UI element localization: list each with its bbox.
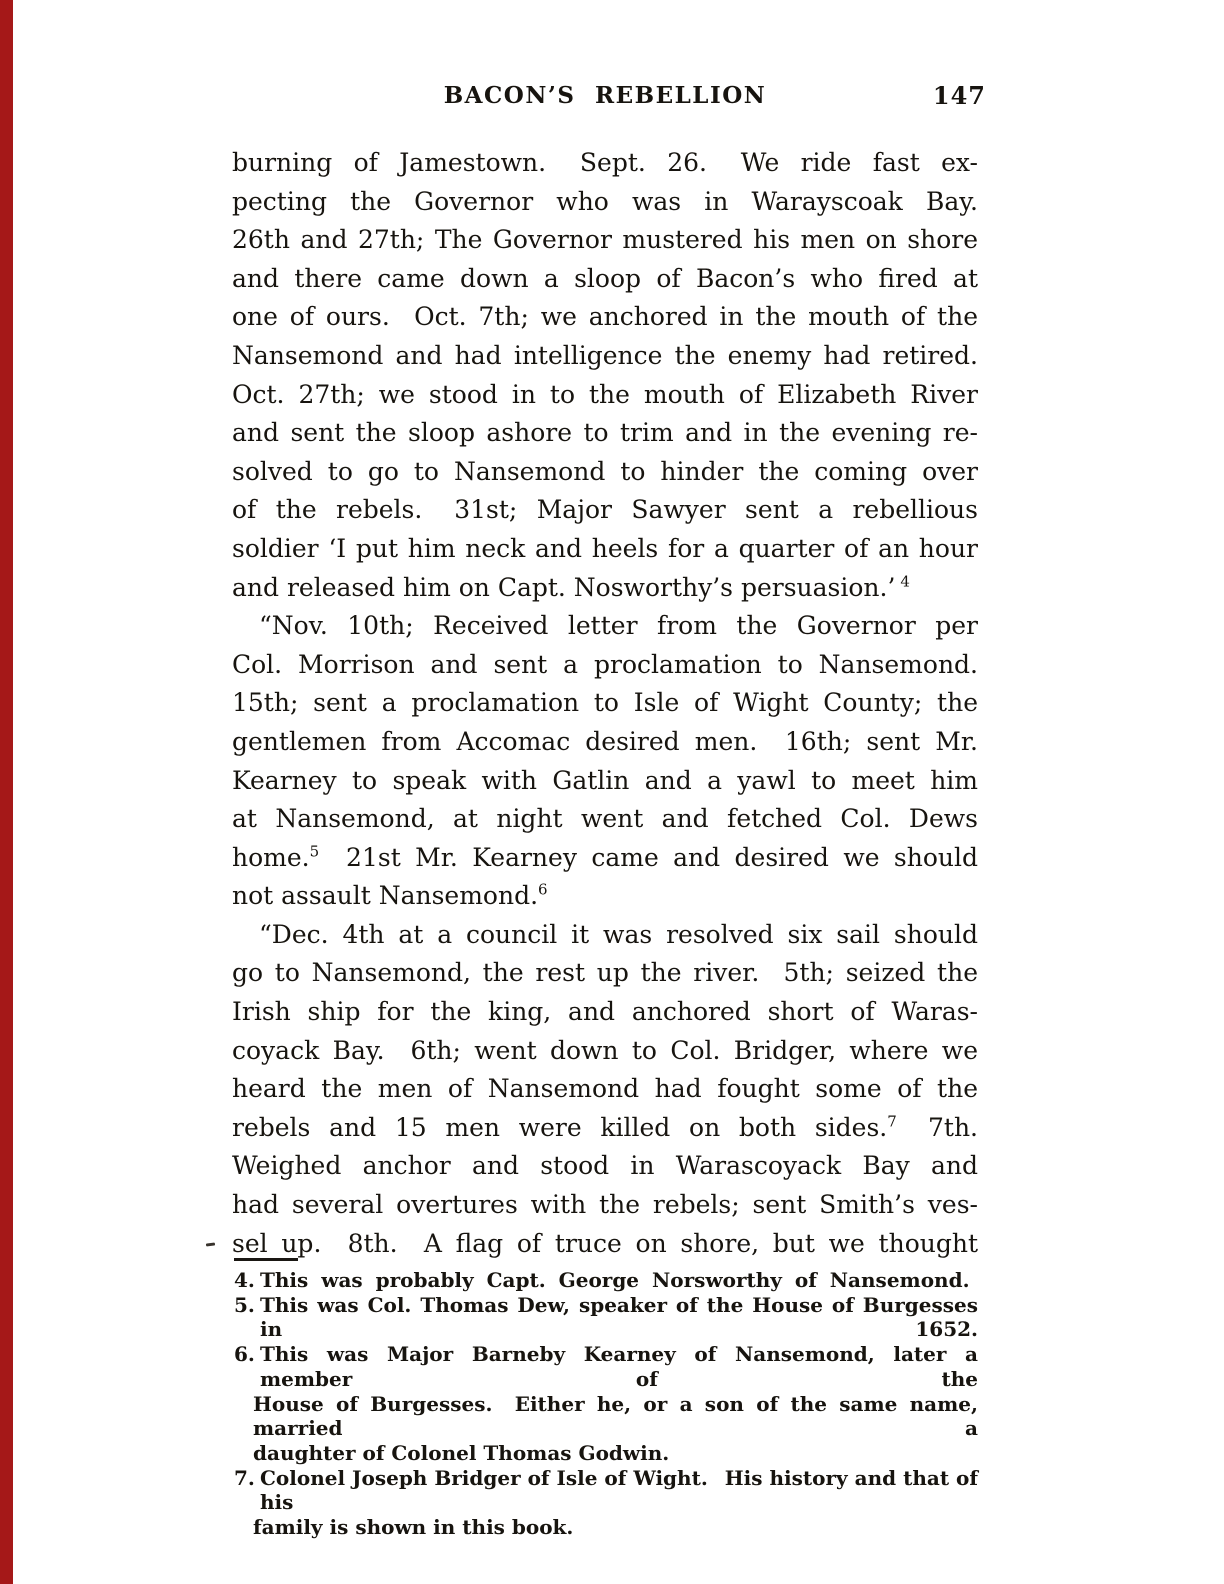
text-line: one of ours. Oct. 7th; we anchored in the mouth of the	[232, 302, 978, 332]
text-line: “Dec. 4th at a council it was resolved six sail should	[259, 919, 978, 949]
text-line: gentlemen from Accomac desired men. 16th; sent Mr.	[232, 726, 978, 756]
text-line: Oct. 27th; we stood in to the mouth of Elizabeth River	[232, 379, 978, 409]
footnote-ref: 4	[900, 572, 910, 591]
text-line: soldier ‘I put him neck and heels for a quarter of an hour	[232, 533, 978, 563]
footnote-line: daughter of Colonel Thomas Godwin.	[253, 1440, 670, 1465]
footnote-ref: 7	[887, 1112, 897, 1131]
stray-ink-mark	[206, 1242, 215, 1246]
text-line: 26th and 27th; The Governor mustered his men on shore	[232, 225, 978, 255]
text-line: not assault Nansemond.$^6$	[232, 880, 548, 911]
footnote-ref: 5	[309, 842, 320, 861]
footnote-line: 6. This was Major Barneby Kearney of Nansemond, later a member of the	[234, 1342, 978, 1391]
footnote-line: 7. Colonel Joseph Bridger of Isle of Wight. His history and that of his	[234, 1465, 978, 1515]
running-title: BACON’S REBELLION	[443, 82, 767, 109]
text-line: Weighed anchor and stood in Warascoyack Bay and	[232, 1151, 978, 1181]
page-header	[232, 81, 986, 114]
page-number: 147	[932, 81, 986, 110]
text-line: had several overtures with the rebels; sent Smith’s ves-	[232, 1190, 978, 1220]
text-line: and released him on Capt. Nosworthy’s persuasion.’ $^4$	[232, 572, 910, 602]
text-line: home.$^5$ 21st Mr. Kearney came and desired we should	[232, 842, 978, 872]
text-line: at Nansemond, at night went and fetched Col. Dews	[232, 804, 978, 834]
footnote-number: 7.	[234, 1465, 255, 1490]
footnote-line: House of Burgesses. Either he, or a son of the same name, married a	[253, 1391, 978, 1441]
text-line: Nansemond and had intelligence the enemy had retired.	[232, 340, 978, 370]
footnote-ref: 6	[538, 880, 548, 899]
text-line: sel up. 8th. A flag of truce on shore, but we thought	[232, 1228, 978, 1258]
text-line: “Nov. 10th; Received letter from the Governor per	[259, 611, 978, 641]
footnotes	[234, 1268, 978, 1540]
footnote-number: 5.	[234, 1292, 255, 1317]
footnote-number: 4.	[234, 1268, 255, 1292]
footnote-line: family is shown in this book.	[253, 1515, 574, 1540]
paragraph	[232, 607, 978, 916]
text-line: and sent the sloop ashore to trim and in the evening re-	[232, 418, 978, 448]
text-line: 15th; sent a proclamation to Isle of Wight County; the	[232, 688, 978, 718]
paragraph	[232, 916, 978, 1263]
text-line: rebels and 15 men were killed on both sides.$^7$ 7th.	[232, 1112, 978, 1142]
text-line: heard the men of Nansemond had fought some of the	[232, 1074, 978, 1104]
text-line: Irish ship for the king, and anchored short of Waras-	[232, 997, 978, 1027]
text-line: go to Nansemond, the rest up the river. 5th; seized the	[232, 958, 978, 988]
footnote-line: 5. This was Col. Thomas Dew, speaker of the House of Burgesses in 1652.	[234, 1292, 978, 1342]
text-line: pecting the Governor who was in Warayscoak Bay.	[232, 186, 978, 216]
text-line: Kearney to speak with Gatlin and a yawl to meet him	[232, 765, 978, 795]
book-edge-strip	[0, 0, 13, 1584]
footnote-separator	[234, 1258, 298, 1261]
footnote-line: 4. This was probably Capt. George Norsworthy of Nansemond.	[234, 1268, 970, 1292]
footnote-number: 6.	[234, 1342, 255, 1367]
text-line: Col. Morrison and sent a proclamation to Nansemond.	[232, 649, 978, 679]
text-line: solved to go to Nansemond to hinder the coming over	[232, 456, 978, 486]
text-line: of the rebels. 31st; Major Sawyer sent a rebellious	[232, 495, 978, 525]
paragraph	[232, 144, 978, 607]
text-line: burning of Jamestown. Sept. 26. We ride fast ex-	[232, 148, 978, 177]
body-text	[232, 144, 978, 1263]
text-line: and there came down a sloop of Bacon’s who fired at	[232, 263, 978, 293]
text-line: coyack Bay. 6th; went down to Col. Bridger, where we	[232, 1035, 978, 1065]
